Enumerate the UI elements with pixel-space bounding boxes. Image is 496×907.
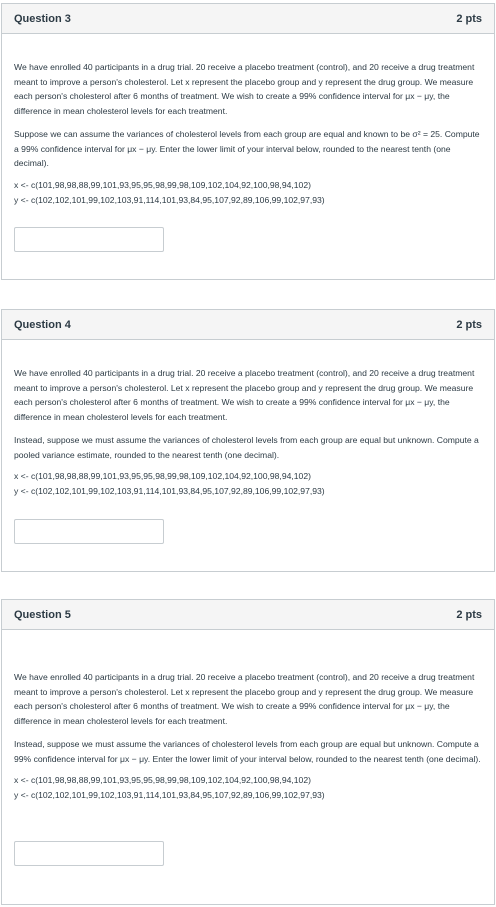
question-title: Question 3: [14, 12, 71, 25]
question-paragraph: Suppose we can assume the variances of cholesterol levels from each group are equal and known to be σ² = 25. Compute a 99% confidence interval for μx − μy. Enter the lower limit of your interval below, rounded to the nearest tenth (one decimal).: [14, 128, 480, 169]
question-4: [1, 309, 495, 572]
question-header: [2, 310, 494, 340]
code-line-y: y <- c(102,102,101,99,102,103,91,114,101,93,84,95,107,92,89,106,99,102,97,93): [14, 194, 325, 205]
question-title: Question 5: [14, 608, 71, 621]
question-header: [2, 4, 494, 34]
question-points: 2 pts: [456, 318, 482, 331]
answer-input[interactable]: [14, 841, 164, 866]
question-3: [1, 3, 495, 280]
question-title: Question 4: [14, 318, 71, 331]
code-line-y: y <- c(102,102,101,99,102,103,91,114,101,93,84,95,107,92,89,106,99,102,97,93): [14, 789, 325, 800]
question-paragraph: We have enrolled 40 participants in a drug trial. 20 receive a placebo treatment (control), and 20 receive a drug treatment meant to improve a person's cholesterol. Let x represent the placebo group and y represent the drug group. We measure each person's cholesterol after 6 months of treatment. We wish to create a 99% confidence interval for μx − μy, the difference in mean cholesterol levels for each treatment.: [14, 62, 475, 117]
question-paragraph: Instead, suppose we must assume the variances of cholesterol levels from each group are equal but unknown. Compute a 99% confidence interval for μx − μy. Enter the lower limit of your interval below, rounded to the nearest tenth (one decimal).: [14, 738, 481, 764]
answer-input[interactable]: [14, 227, 164, 252]
question-points: 2 pts: [456, 608, 482, 621]
code-line-y: y <- c(102,102,101,99,102,103,91,114,101,93,84,95,107,92,89,106,99,102,97,93): [14, 485, 325, 496]
question-header: [2, 600, 494, 630]
question-body: [2, 60, 494, 252]
question-paragraph: We have enrolled 40 participants in a drug trial. 20 receive a placebo treatment (control), and 20 receive a drug treatment meant to improve a person's cholesterol. Let x represent the placebo group and y represent the drug group. We measure each person's cholesterol after 6 months of treatment. We wish to create a 99% confidence interval for μx − μy, the difference in mean cholesterol levels for each treatment.: [14, 672, 475, 727]
question-body: [2, 366, 494, 544]
question-5: [1, 599, 495, 905]
question-paragraph: Instead, suppose we must assume the variances of cholesterol levels from each group are equal but unknown. Compute a pooled variance estimate, rounded to the nearest tenth (one decimal).: [14, 434, 479, 460]
answer-input[interactable]: [14, 519, 164, 544]
code-line-x: x <- c(101,98,98,88,99,101,93,95,95,98,99,98,109,102,104,92,100,98,94,102): [14, 179, 311, 190]
question-paragraph: We have enrolled 40 participants in a drug trial. 20 receive a placebo treatment (control), and 20 receive a drug treatment meant to improve a person's cholesterol. Let x represent the placebo group and y represent the drug group. We measure each person's cholesterol after 6 months of treatment. We wish to create a 99% confidence interval for μx − μy, the difference in mean cholesterol levels for each treatment.: [14, 368, 475, 423]
question-points: 2 pts: [456, 12, 482, 25]
question-body: [2, 670, 494, 866]
code-line-x: x <- c(101,98,98,88,99,101,93,95,95,98,99,98,109,102,104,92,100,98,94,102): [14, 471, 311, 482]
code-line-x: x <- c(101,98,98,88,99,101,93,95,95,98,99,98,109,102,104,92,100,98,94,102): [14, 775, 311, 786]
